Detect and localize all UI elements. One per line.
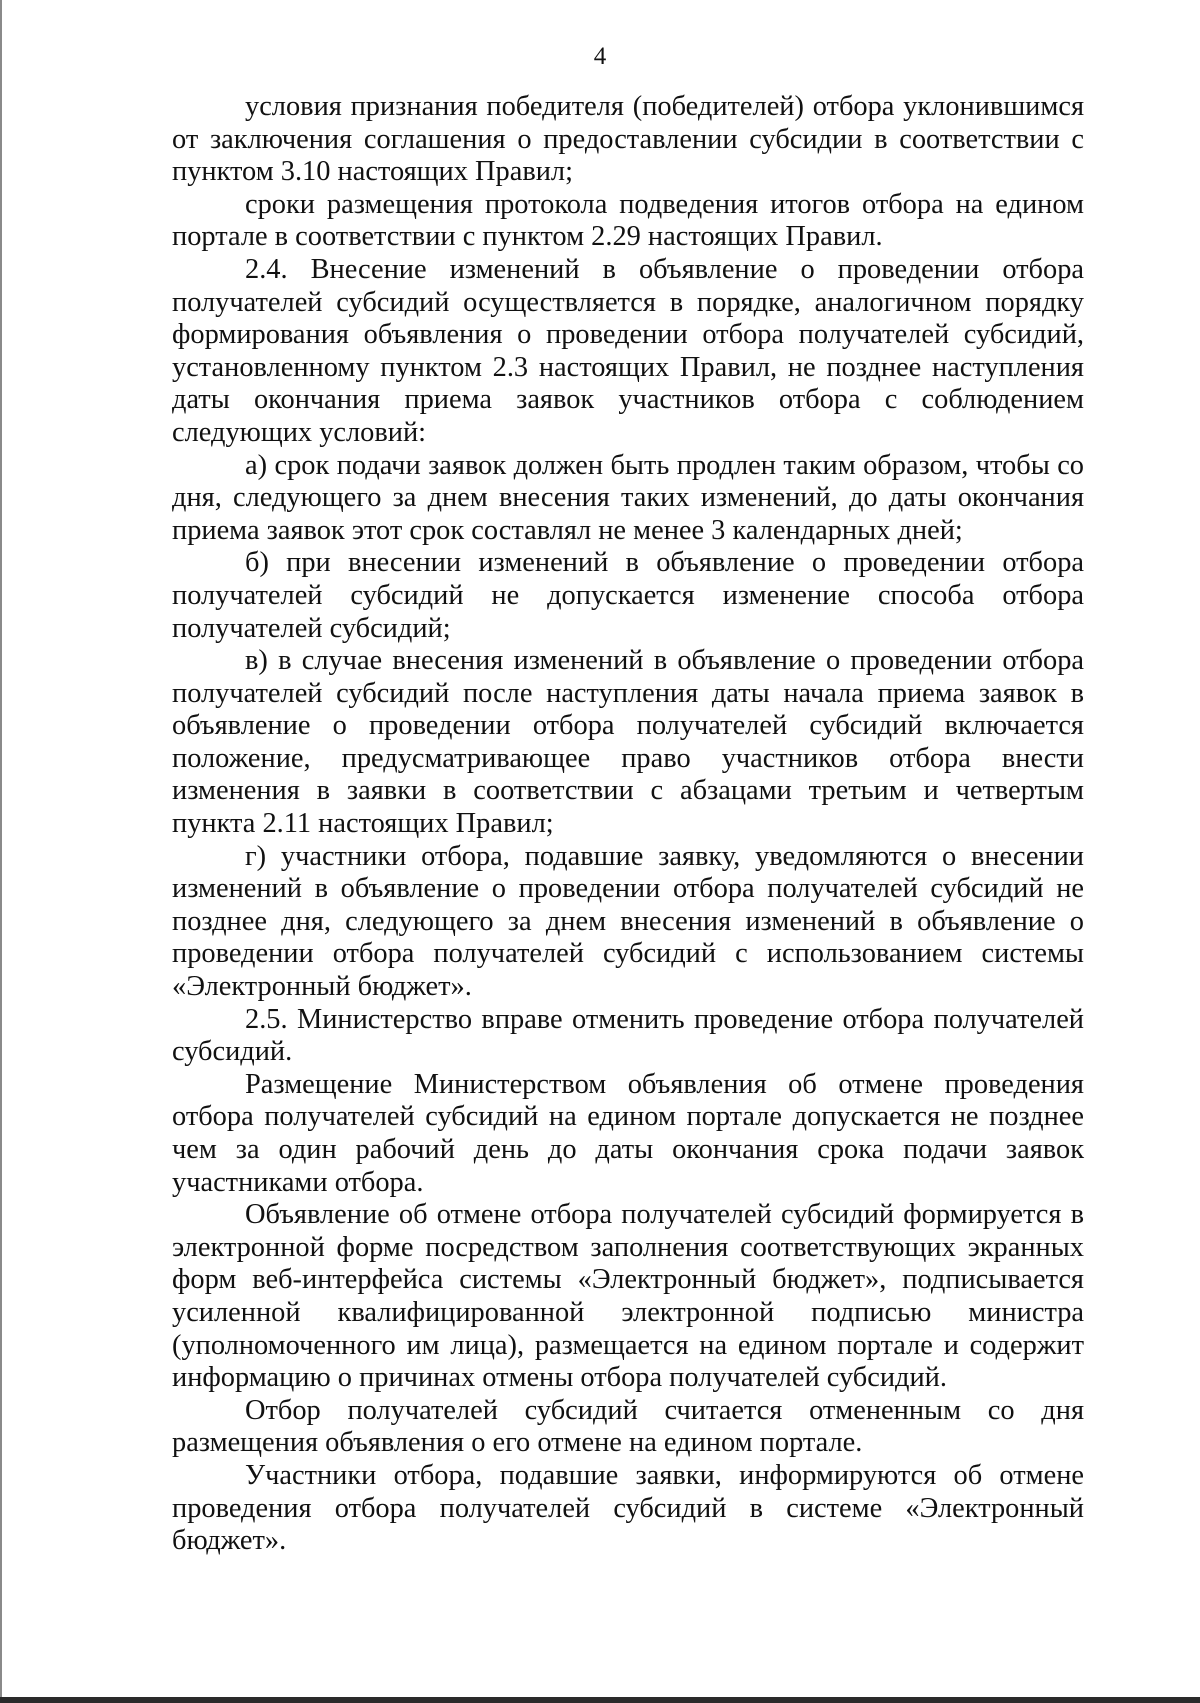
paragraph-cancellation-placement: Размещение Министерством объявления об отмене проведения отбора получателей субсидий на едином портале допускается не позднее чем за один рабочий день до даты окончания срока подачи заявок участниками отбора. [172, 1068, 1084, 1198]
page-number: 4 [593, 43, 607, 70]
paragraph-2-4-a: а) срок подачи заявок должен быть продлен таким образом, чтобы со дня, следующего за днем внесения таких изменений, до даты окончания приема заявок этот срок составлял не менее 3 календарных дней; [172, 449, 1084, 546]
paragraph-cancellation-notice-form: Объявление об отмене отбора получателей субсидий формируется в электронной форме посредством заполнения соответствующих экранных форм веб-интерфейса системы «Электронный бюджет», подписывается усиленной квалифицированной электронной подписью министра (уполномоченного им лица), размещается на едином портале и содержит информацию о причинах отмены отбора получателей субсидий. [172, 1199, 1084, 1394]
paragraph-2-4-v: в) в случае внесения изменений в объявление о проведении отбора получателей субсидий после наступления даты начала приема заявок в объявление о проведении отбора получателей субсидий включается положение, предусматривающее право участников отбора внести изменения в заявки в соответствии с абзацами третьим и четвертым пункта 2.11 настоящих Правил; [172, 645, 1084, 840]
document-body [172, 91, 1084, 1558]
paragraph-2-5: 2.5. Министерство вправе отменить проведение отбора получателей субсидий. [172, 1003, 1084, 1068]
paragraph-participants-informed: Участники отбора, подавшие заявки, информируются об отмене проведения отбора получателей субсидий в системе «Электронный бюджет». [172, 1459, 1084, 1557]
paragraph-selection-cancelled: Отбор получателей субсидий считается отмененным со дня размещения объявления о его отмене на едином портале. [172, 1394, 1084, 1459]
paragraph-winner-evasion-conditions: условия признания победителя (победителей) отбора уклонившимся от заключения соглашения о предоставлении субсидии в соответствии с пунктом 3.10 настоящих Правил; [172, 91, 1084, 188]
scan-left-edge [0, 0, 2, 1703]
paragraph-2-4-b: б) при внесении изменений в объявление о проведении отбора получателей субсидий не допускается изменение способа отбора получателей субсидий; [172, 547, 1084, 644]
paragraph-2-4-g: г) участники отбора, подавшие заявку, уведомляются о внесении изменений в объявление о проведении отбора получателей субсидий не позднее дня, следующего за днем внесения изменений в объявление о проведении отбора получателей субсидий с использованием системы «Электронный бюджет». [172, 840, 1084, 1003]
scan-bottom-edge [0, 1697, 1200, 1703]
paragraph-protocol-placement-terms: сроки размещения протокола подведения итогов отбора на едином портале в соответствии с пунктом 2.29 настоящих Правил. [172, 188, 1084, 253]
paragraph-2-4: 2.4. Внесение изменений в объявление о проведении отбора получателей субсидий осуществляется в порядке, аналогичном порядку формирования объявления о проведении отбора получателей субсидий, установленному пунктом 2.3 настоящих Правил, не позднее наступления даты окончания приема заявок участников отбора с соблюдением следующих условий: [172, 253, 1084, 448]
